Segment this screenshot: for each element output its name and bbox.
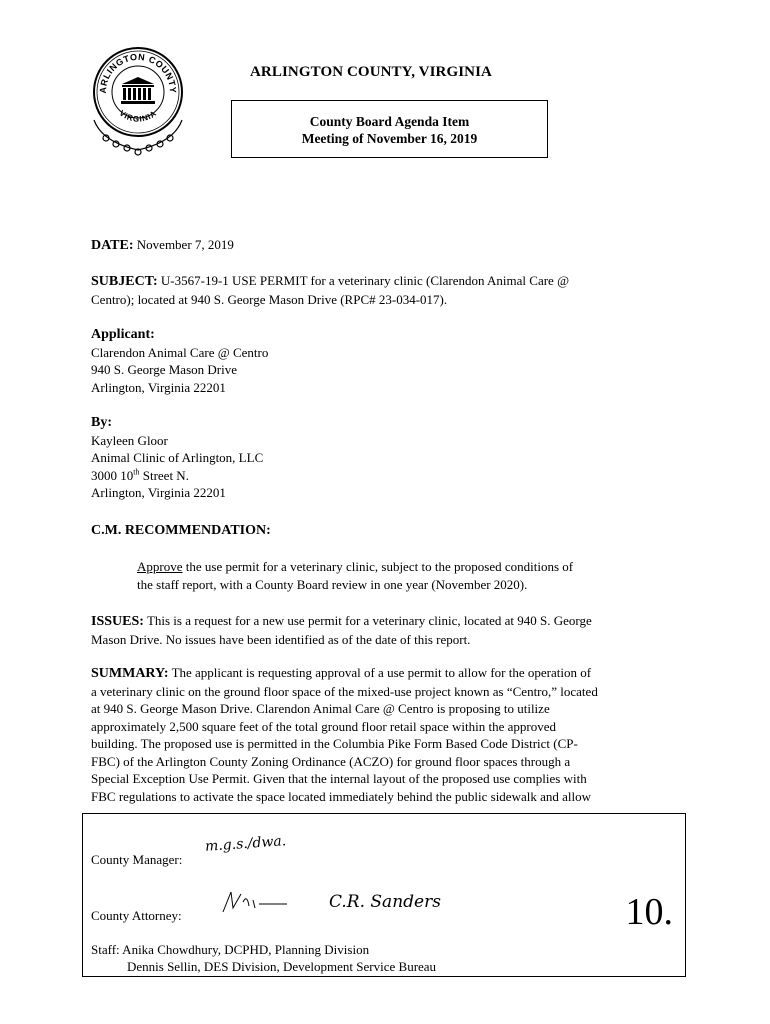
county-seal	[92, 46, 184, 164]
signature-box	[82, 813, 686, 977]
issues-label: ISSUES:	[91, 614, 144, 629]
by-line-3: 3000 10th Street N.	[91, 467, 189, 483]
attorney-initials-signature	[219, 888, 289, 916]
summary-line-3: at 940 S. George Mason Drive. Clarendon Animal Care @ Centro is proposing to utilize	[91, 701, 550, 716]
recommendation-text: Approve the use permit for a veterinary clinic, subject to the proposed conditions of the staff report, with a County Board review in one year (November 2020).	[137, 558, 667, 593]
by-line-2: Animal Clinic of Arlington, LLC	[91, 450, 264, 465]
agenda-item-title: County Board Agenda Item	[309, 114, 470, 129]
subject-section	[91, 272, 685, 308]
summary-section	[91, 664, 685, 805]
laurel-icon	[94, 120, 182, 155]
county-attorney-signature: C.R. Sanders	[329, 892, 441, 912]
applicant-section	[91, 326, 685, 396]
summary-line-8: FBC regulations to activate the space located immediately behind the public sidewalk and allow	[91, 788, 591, 804]
by-line-4: Arlington, Virginia 22201	[91, 485, 226, 500]
recommendation-line-2: the staff report, with a County Board review in one year (November 2020).	[137, 576, 528, 592]
subject-line-1: U-3567-19-1 USE PERMIT for a veterinary clinic (Clarendon Animal Care @	[160, 273, 570, 288]
subject-line-2: Centro); located at 940 S. George Mason Drive (RPC# 23-034-017).	[91, 291, 448, 307]
by-section	[91, 414, 685, 502]
summary-line-4: approximately 2,500 square feet of the total ground floor retail space within the approved	[91, 718, 556, 734]
subject-label: SUBJECT:	[91, 274, 158, 289]
date-value: November 7, 2019	[136, 237, 234, 252]
summary-line-2: a veterinary clinic on the ground floor space of the mixed-use project known as “Centro,” located	[91, 683, 598, 699]
issues-line-2: Mason Drive. No issues have been identified as of the date of this report.	[91, 631, 471, 647]
building-icon	[121, 77, 155, 104]
county-manager-signature: m.g.s./dwa.	[204, 833, 287, 855]
summary-line-5: building. The proposed use is permitted in the Columbia Pike Form Based Code District (CP-	[91, 736, 578, 751]
svg-text:VIRGINIA	[118, 109, 159, 124]
issues-section	[91, 612, 685, 648]
seal-bottom-text: VIRGINIA	[117, 108, 159, 124]
date-label: DATE:	[91, 238, 134, 253]
county-manager-label: County Manager:	[91, 852, 183, 867]
agenda-box	[231, 100, 548, 158]
staff-line-2: Dennis Sellin, DES Division, Development Service Bureau	[127, 959, 437, 974]
summary-line-6: FBC) of the Arlington County Zoning Ordinance (ACZO) for ground floor spaces through a	[91, 753, 571, 769]
by-label: By:	[91, 415, 112, 430]
meeting-date: Meeting of November 16, 2019	[301, 131, 478, 146]
county-attorney-label: County Attorney:	[91, 908, 182, 923]
summary-line-7: Special Exception Use Permit. Given that the internal layout of the proposed use complies with	[91, 771, 587, 786]
seal-top-text: ARLINGTON COUNTY	[97, 51, 179, 94]
applicant-line-1: Clarendon Animal Care @ Centro	[91, 344, 269, 360]
approve-word: Approve	[137, 559, 183, 574]
summary-line-1: The applicant is requesting approval of a use permit to allow for the operation of	[171, 665, 592, 680]
applicant-line-3: Arlington, Virginia 22201	[91, 379, 226, 395]
recommendation-label: C.M. RECOMMENDATION:	[91, 523, 271, 538]
by-line-1: Kayleen Gloor	[91, 432, 168, 448]
staff-line-1: Staff: Anika Chowdhury, DCPHD, Planning Division	[91, 942, 370, 957]
county-title: ARLINGTON COUNTY, VIRGINIA	[250, 64, 492, 80]
summary-label: SUMMARY:	[91, 666, 169, 681]
agenda-item-number: 10.	[625, 891, 673, 933]
date-line	[91, 236, 685, 255]
applicant-label: Applicant:	[91, 327, 155, 342]
applicant-line-2: 940 S. George Mason Drive	[91, 362, 237, 377]
issues-line-1: This is a request for a new use permit for a veterinary clinic, located at 940 S. George	[146, 613, 592, 628]
